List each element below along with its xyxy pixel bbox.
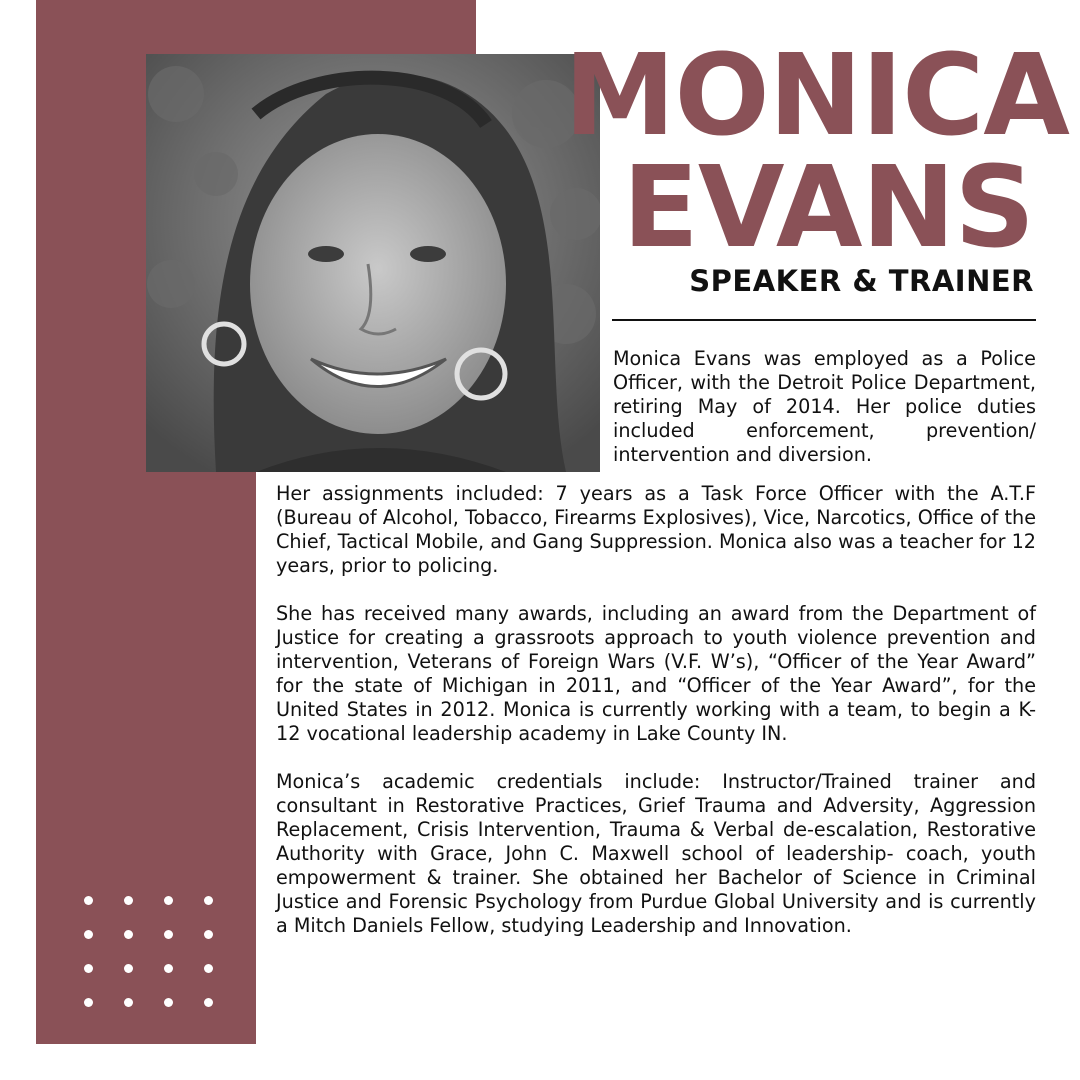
- speaker-last-name: EVANS: [622, 143, 1034, 273]
- decorative-dot: [84, 896, 93, 905]
- profile-photo: [146, 54, 600, 472]
- bio-intro: Monica Evans was employed as a Police Officer, with the Detroit Police Department, retiring May of 2014. Her police duties included enforcement, prevention/ intervention and diversion.: [613, 347, 1036, 466]
- decorative-dot: [204, 896, 213, 905]
- speaker-title: SPEAKER & TRAINER: [689, 264, 1034, 298]
- decorative-dot: [164, 964, 173, 973]
- decorative-dot: [124, 930, 133, 939]
- bio-paragraph-credentials: Monica’s academic credentials include: Instructor/Trained trainer and consultant in Restorative Practices, Grief Trauma and Adversity, Aggression Replacement, Crisis Intervention, Trauma & Verbal de-escalation, Restorative Authority with Grace, John C. Maxwell school of leadership- coach, youth empowerment & trainer. She obtained her Bachelor of Science in Criminal Justice and Forensic Psychology from Purdue Global University and is currently a Mitch Daniels Fellow, studying Leadership and Innovation.: [276, 770, 1036, 937]
- decorative-dot: [124, 964, 133, 973]
- decorative-dot: [124, 896, 133, 905]
- bio-paragraph-assignments: Her assignments included: 7 years as a Task Force Officer with the A.T.F (Bureau of Alcohol, Tobacco, Firearms Explosives), Vice, Narcotics, Office of the Chief, Tactical Mobile, and Gang Suppression. Monica also was a teacher for 12 years, prior to policing.: [276, 482, 1036, 577]
- decorative-dot: [164, 896, 173, 905]
- decorative-dot: [164, 998, 173, 1007]
- speaker-name: [564, 31, 1069, 273]
- decorative-dot: [204, 964, 213, 973]
- decorative-dot-grid: [84, 896, 216, 1006]
- divider: [612, 319, 1036, 321]
- decorative-dot: [164, 930, 173, 939]
- bio-paragraph-awards: She has received many awards, including an award from the Department of Justice for creating a grassroots approach to youth violence prevention and intervention, Veterans of Foreign Wars (V.F. W’s), “Officer of the Year Award” for the state of Michigan in 2011, and “Officer of the Year Award”, for the United States in 2012. Monica is currently working with a team, to begin a K-12 vocational leadership academy in Lake County IN.: [276, 602, 1036, 745]
- bio-body: [276, 482, 1036, 962]
- decorative-dot: [204, 998, 213, 1007]
- decorative-dot: [204, 930, 213, 939]
- speaker-first-name: MONICA: [564, 31, 1069, 161]
- decorative-dot: [84, 930, 93, 939]
- decorative-dot: [124, 998, 133, 1007]
- decorative-dot: [84, 998, 93, 1007]
- decorative-dot: [84, 964, 93, 973]
